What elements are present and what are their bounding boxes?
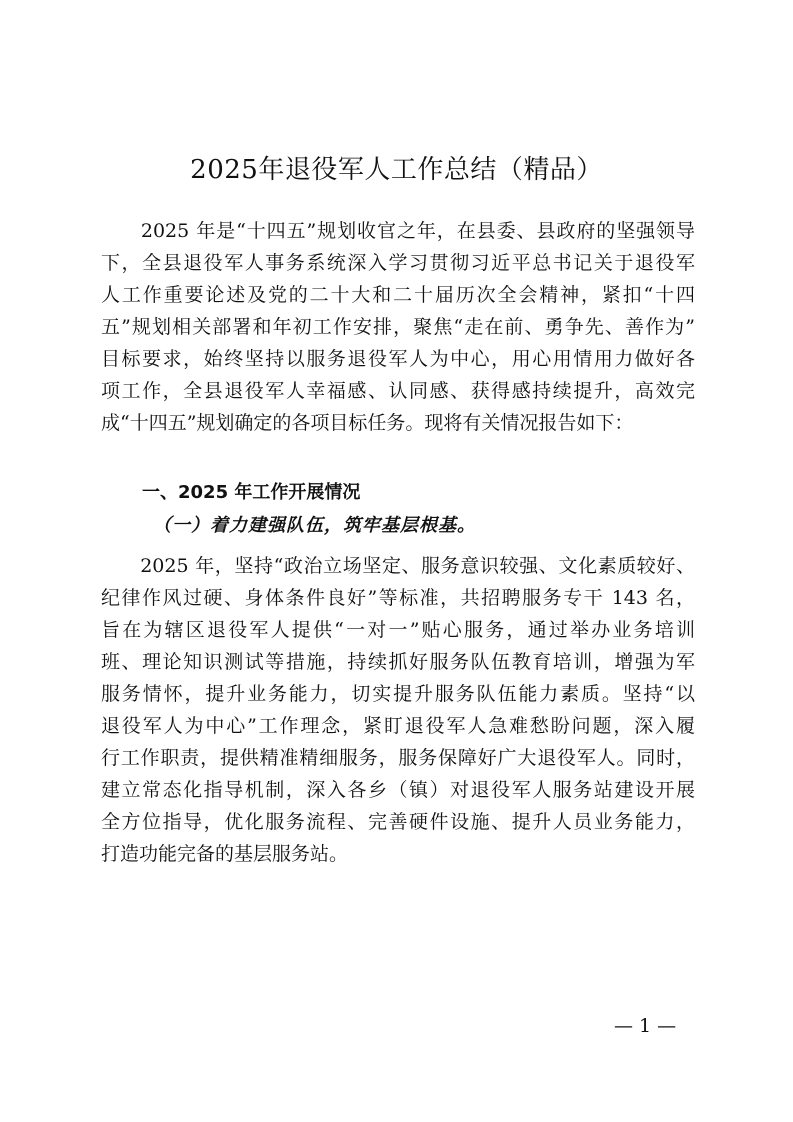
intro-line: 2025 年是“十四五”规划收官之年，在县委、县政府的坚强领导 xyxy=(101,220,695,242)
section-line: 行工作职责，提供精准精细服务，服务保障好广大退役军人。同时， xyxy=(101,747,695,769)
document-title: 2025年退役军人工作总结（精品） xyxy=(190,155,603,185)
section-line: 建立常态化指导机制，深入各乡（镇）对退役军人服务站建设开展 xyxy=(101,779,695,801)
section-heading: 一、2025 年工作开展情况 xyxy=(142,482,361,503)
intro-line: 项工作，全县退役军人幸福感、认同感、获得感持续提升，高效完 xyxy=(101,380,695,402)
subsection-heading: （一）着力建强队伍，筑牢基层根基。 xyxy=(153,515,476,536)
section-line: 打造功能完备的基层服务站。 xyxy=(101,843,349,865)
section-line: 全方位指导，优化服务流程、完善硬件设施、提升人员业务能力， xyxy=(101,811,695,833)
section-line: 纪律作风过硬、身体条件良好”等标准，共招聘服务专干 143 名， xyxy=(101,587,695,609)
intro-line: 目标要求，始终坚持以服务退役军人为中心，用心用情用力做好各 xyxy=(101,348,695,370)
section-paragraph xyxy=(101,550,695,870)
section-line: 旨在为辖区退役军人提供“一对一”贴心服务，通过举办业务培训 xyxy=(101,619,695,641)
section-line: 2025 年，坚持“政治立场坚定、服务意识较强、文化素质较好、 xyxy=(101,555,695,577)
intro-line: 五”规划相关部署和年初工作安排，聚焦“走在前、勇争先、善作为” xyxy=(101,316,695,338)
page-number: — 1 — xyxy=(614,1015,677,1037)
intro-line: 成“十四五”规划确定的各项目标任务。现将有关情况报告如下： xyxy=(101,412,634,434)
intro-line: 人工作重要论述及党的二十大和二十届历次全会精神，紧扣“十四 xyxy=(101,284,695,306)
intro-paragraph xyxy=(101,215,695,439)
section-line: 退役军人为中心”工作理念，紧盯退役军人急难愁盼问题，深入履 xyxy=(101,715,695,737)
intro-line: 下，全县退役军人事务系统深入学习贯彻习近平总书记关于退役军 xyxy=(101,252,695,274)
section-line: 服务情怀，提升业务能力，切实提升服务队伍能力素质。坚持“以 xyxy=(101,683,695,705)
section-line: 班、理论知识测试等措施，持续抓好服务队伍教育培训，增强为军 xyxy=(101,651,695,673)
